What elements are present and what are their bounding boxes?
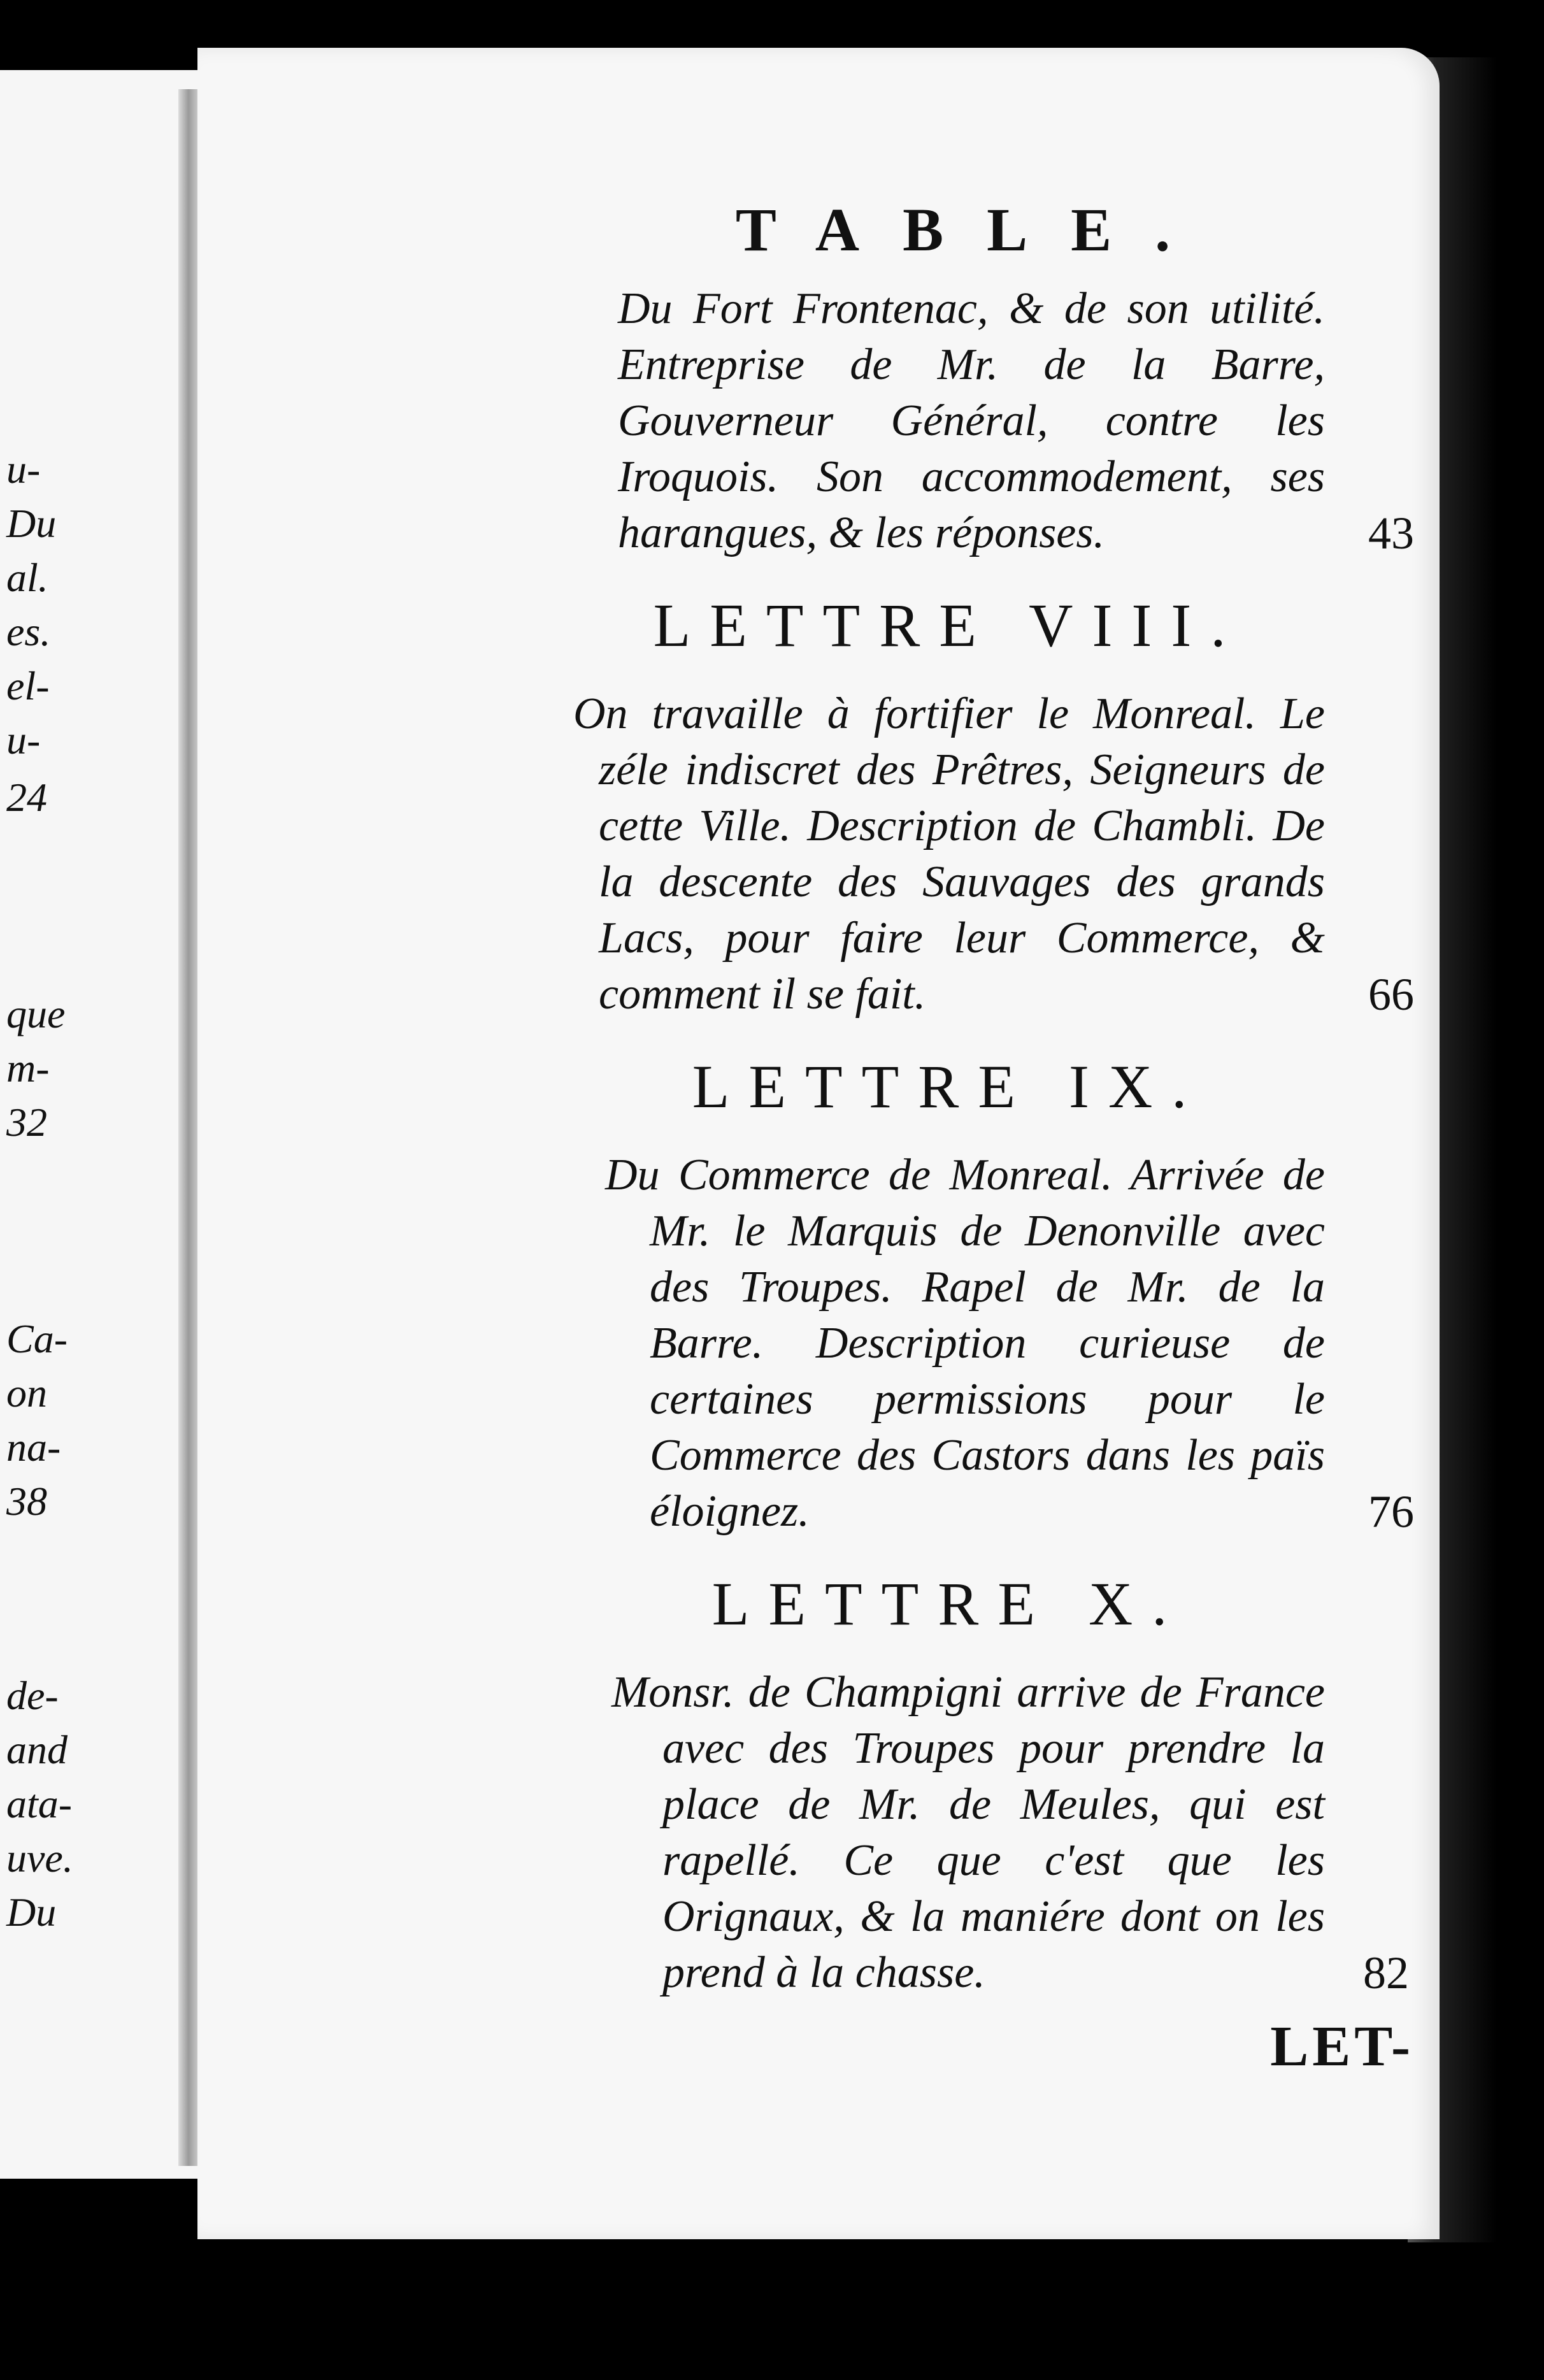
left-page-fragment: 32 <box>6 1100 47 1145</box>
left-page-fragment: Du <box>6 1889 57 1935</box>
left-page-fragment: Du <box>6 501 57 546</box>
left-page-fragment: Ca- <box>6 1316 68 1361</box>
page-title: TABLE. <box>735 196 1214 264</box>
left-page-fragment: uve. <box>6 1835 73 1881</box>
left-page-fragment: ata- <box>6 1781 73 1826</box>
toc-entry: Monsr. de Champigni arrive de France avec des Troupes pour prendre la place de Mr. de Meules, qui est rapellé. Ce que c'est que les Orignaux, & la maniére dont on les prend à la chasse. 82 <box>662 1665 1414 2001</box>
page-number: 76 <box>1368 1486 1414 1537</box>
left-page-fragment: que <box>6 991 66 1036</box>
left-page-fragment: on <box>6 1370 47 1416</box>
page-number: 66 <box>1368 969 1414 1020</box>
left-page-fragment: u- <box>6 717 41 763</box>
left-page-fragment: 38 <box>6 1479 47 1524</box>
toc-entry <box>605 1147 1414 1540</box>
entry-text: Monsr. de Champigni arrive de France avec des Troupes pour prendre la place de Mr. de Meules, qui est rapellé. Ce que c'est que les Orignaux, & la maniére dont on les prend à la chasse. <box>611 1668 1325 1997</box>
entry-text: On travaille à fortifier le Monreal. Le zéle indiscret des Prêtres, Seigneurs de cette Ville. Description de Chambli. De la descente des Sauvages des grands Lacs, pour faire leur Commerce, & comment il se fait. <box>573 689 1325 1019</box>
right-page <box>197 48 1440 2239</box>
left-page-fragment: and <box>6 1727 68 1772</box>
left-page-fragment: al. <box>6 555 48 600</box>
left-page-fragment: de- <box>6 1673 59 1718</box>
left-page-fragment: m- <box>6 1045 50 1091</box>
left-page-fragment: 24 <box>6 775 47 820</box>
letter-heading: LETTRE VIII. <box>653 591 1245 659</box>
toc-entry <box>573 686 1414 1022</box>
table-of-contents <box>408 194 1414 2079</box>
catchword: LET- <box>1270 2015 1414 2078</box>
page-number: 43 <box>1368 508 1414 559</box>
left-page-fragment: el- <box>6 663 50 708</box>
entry-text: Du Commerce de Monreal. Arrivée de Mr. le Marquis de Denonville avec des Troupes. Rapel de Mr. de la Barre. Description curieuse de certaines permissions pour le Commerce des Castors dans les païs éloignez. <box>605 1151 1325 1536</box>
entry-text: Du Fort Frontenac, & de son utilité. Entreprise de Mr. de la Barre, Gouverneur Général, contre les Iroquois. Son accommodement, ses harangues, & les réponses. <box>618 284 1325 557</box>
letter-heading: LETTRE IX. <box>692 1052 1206 1121</box>
toc-entry <box>618 281 1414 561</box>
left-page-fragment: na- <box>6 1424 61 1470</box>
left-page-fragment: es. <box>6 609 51 654</box>
letter-heading: LETTRE X. <box>711 1570 1187 1638</box>
left-page-fragment: u- <box>6 447 41 492</box>
